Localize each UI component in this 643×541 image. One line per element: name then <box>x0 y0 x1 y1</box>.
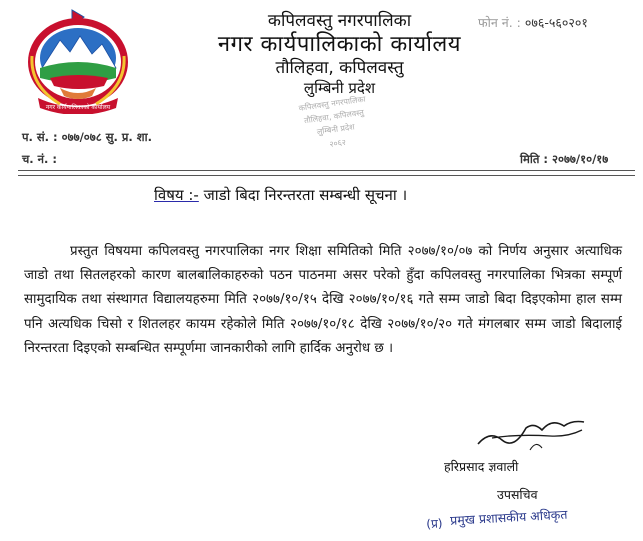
signature <box>472 400 590 460</box>
municipality-name: कपिलवस्तु नगरपालिका <box>267 11 412 31</box>
stamp-text: प्रमुख प्रशासकीय अधिकृत <box>449 506 568 528</box>
office-location: तौलिहवा, कपिलवस्तु <box>275 58 404 78</box>
reference-number: प. सं. : ०७७/०७८ सु. प्र. शा. <box>22 130 152 144</box>
signer-title: उपसचिव <box>497 487 538 502</box>
seal-line-3: लुम्बिनी प्रदेश <box>316 122 356 137</box>
subject-label: विषय :- <box>154 186 199 204</box>
subject-line <box>152 185 409 205</box>
seal-line-2: तौलिहवा, कपिलवस्तु <box>303 107 365 126</box>
office-seal-stamp <box>270 92 400 156</box>
header-divider-2 <box>18 175 635 176</box>
subject-text: जाडो बिदा निरन्तरता सम्बन्धी सूचना । <box>203 186 408 204</box>
stamp-prefix: (प्र) <box>425 516 443 532</box>
official-stamp <box>424 500 584 532</box>
emblem-ribbon-text: नगर कार्यपालिकाको कार्यालय <box>45 104 111 111</box>
seal-line-4: २०६२ <box>328 137 347 149</box>
phone-value: ०७६-५६०२०१ <box>524 15 588 30</box>
seal-line-1: कपिलवस्तु नगरपालिका <box>298 94 367 113</box>
notice-body: प्रस्तुत विषयमा कपिलवस्तु नगरपालिका नगर शिक्षा समितिको मिति २०७७/१०/०७ को निर्णय अनुसार अत्याधिक जाडो तथा सितलहरको कारण बालबालिकाहरुको पठन पाठनमा असर परेको हुँदा कपिलवस्तु नगरपालिका भित्रका सम्पूर्ण सामुदायिक तथा संस्थागत विद्यालयहरुमा मिति २०७७/१०/१५ देखि २०७७/१०/१६ गते सम्म जाडो बिदा दिइएकोमा हाल सम्म पनि अत्यधिक चिसो र शितलहर कायम रहेकोले मिति २०७७/१०/१८ देखि २०७७/१०/२० गते मंगलबार सम्म जाडो बिदालाई निरन्तरता दिइएको सम्बन्धित सम्पूर्णमा जानकारीको लागि हार्दिक अनुरोध छ । <box>24 244 622 356</box>
signer-name: हरिप्रसाद ज्ञवाली <box>444 459 519 474</box>
province-name: लुम्बिनी प्रदेश <box>303 79 376 97</box>
letter-date: मिति : २०७७/१०/१७ <box>520 152 609 166</box>
dispatch-number: च. नं. : <box>22 152 58 166</box>
phone-label: फोन नं. : <box>478 15 521 30</box>
header-divider <box>18 170 635 171</box>
office-name: नगर कार्यपालिकाको कार्यालय <box>217 32 462 57</box>
phone-number <box>478 14 588 31</box>
